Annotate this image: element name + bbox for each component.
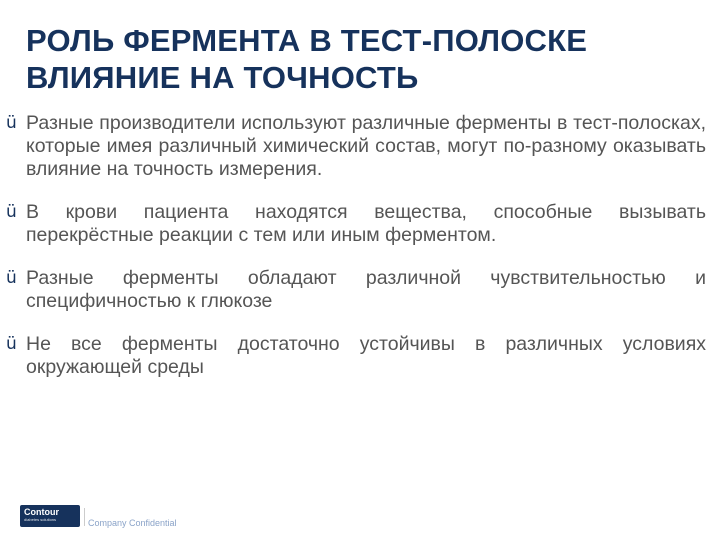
contour-logo [20, 505, 80, 527]
footer-divider [84, 508, 85, 526]
bullet-text: Разные ферменты обладают различной чувствительностью и специфичностью к глюкозе [26, 267, 706, 312]
slide-title-line-2: ВЛИЯНИЕ НА ТОЧНОСТЬ [26, 60, 419, 95]
check-mark-icon: ü [6, 334, 17, 354]
bullet-text: В крови пациента находятся вещества, способные вызывать перекрёстные реакции с тем или иным ферментом. [26, 201, 706, 246]
bullet-item [6, 201, 706, 247]
check-mark-icon: ü [6, 268, 17, 288]
bullet-item [6, 333, 706, 379]
bullet-list [6, 112, 706, 399]
check-mark-icon: ü [6, 113, 17, 133]
slide-title [26, 22, 706, 96]
bullet-text: Разные производители используют различные ферменты в тест-полосках, которые имея различный химический состав, могут по-разному оказывать влияние на точность измерения. [26, 112, 706, 180]
bullet-text: Не все ферменты достаточно устойчивы в различных условиях окружающей среды [26, 333, 706, 378]
slide-title-line-1: РОЛЬ ФЕРМЕНТА В ТЕСТ-ПОЛОСКЕ [26, 23, 588, 58]
logo-tagline: diabetes solutions [24, 517, 57, 522]
bullet-item [6, 267, 706, 313]
confidential-label: Company Confidential [88, 518, 177, 528]
check-mark-icon: ü [6, 202, 17, 222]
bullet-item [6, 112, 706, 181]
logo-name: Contour [24, 507, 59, 517]
